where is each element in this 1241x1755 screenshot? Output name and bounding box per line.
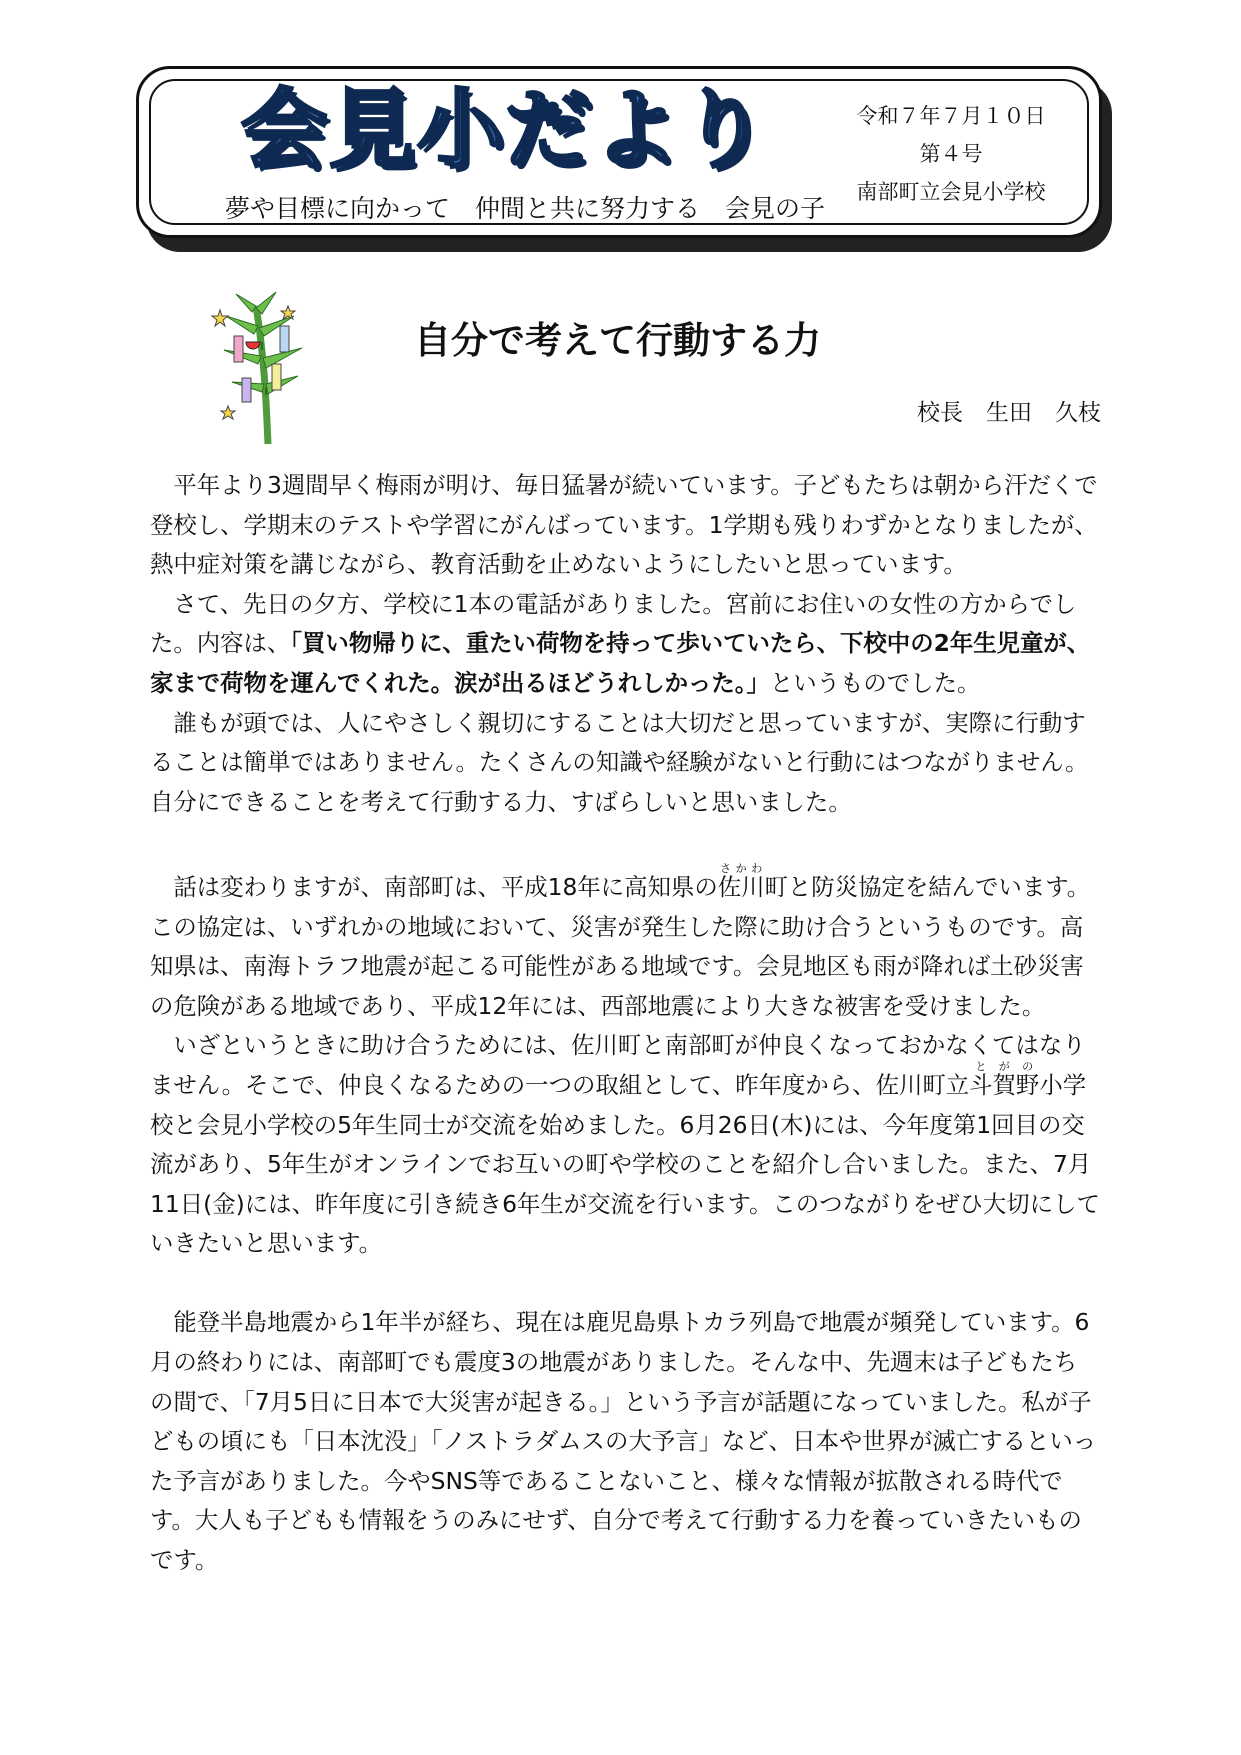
issue-number: 第４号 (919, 142, 983, 166)
ruby-reading: とがの (969, 1059, 1040, 1073)
article-author: 校長 生田 久枝 (917, 400, 1101, 426)
school-slogan: 夢や目標に向かって 仲間と共に努力する 会見の子 (225, 194, 826, 223)
ruby-base: 斗賀野 (969, 1070, 1040, 1099)
paragraph: 誰もが頭では、人にやさしく親切にすることは大切だと思っていますが、実際に行動することは簡単ではありません。たくさんの知識や経験がないと行動にはつながりません。自分にできることを考えて行動する力、すばらしいと思いました。 (150, 708, 1089, 816)
paragraph (150, 1026, 1100, 1264)
issue-date: 令和７年７月１０日 (856, 104, 1046, 128)
header-inner-frame (149, 79, 1089, 225)
text-run: いざというときに助け合うためには、佐川町と南部町が仲良くなっておかなくてはなりません。そこで、仲良くなるための一つの取組として、昨年度から、佐川町立 (150, 1031, 1086, 1099)
paragraph-gap (150, 1264, 1100, 1304)
issue-info (831, 97, 1071, 211)
tanabata-bamboo-icon (206, 286, 316, 446)
paragraph: 能登半島地震から1年半が経ち、現在は鹿児島県トカラ列島で地震が頻発しています。6月の終わりには、南部町でも震度3の地震がありました。そんな中、先週末は子どもたちの間で、「7月5日に日本で大災害が起きる。」という予言が話題になっていました。私が子どもの頃にも「日本沈没」「ノストラダムスの大予言」など、日本や世界が滅亡するといった予言がありました。今やSNS等であることないこと、様々な情報が拡散される時代です。大人も子どもも情報をうのみにせず、自分で考えて行動する力を養っていきたいものです。 (150, 1308, 1097, 1575)
ruby-word (969, 1059, 1040, 1099)
paragraph (150, 862, 1100, 1026)
paragraph: 平年より3週間早く梅雨が明け、毎日猛暑が続いています。子どもたちは朝から汗だくで登校し、学期末のテストや学習にがんばっています。1学期も残りわずかとなりましたが、熱中症対策を講じながら、教育活動を止めないようにしたいと思っています。 (150, 471, 1098, 579)
newsletter-logo: 会見小だより (241, 80, 769, 180)
text-run: というものでした。 (769, 668, 981, 697)
ruby-reading: さかわ (717, 861, 765, 875)
text-run: 町と防災協定を結んでいます。この協定は、いずれかの地域において、災害が発生した際に助け合うというものです。高知県は、南海トラフ地震が起こる可能性がある地域です。会見地区も雨が降れば土砂災害の危険がある地域であり、平成12年には、西部地震により大きな被害を受けました。 (150, 872, 1091, 1020)
text-run: さて、先日の夕方、学校に1本の電話がありました。宮前にお住いの女性の方からでした。内容は、 (150, 589, 1077, 658)
paragraph-gap (150, 822, 1100, 862)
article-body (150, 466, 1100, 1581)
newsletter-header (136, 66, 1102, 238)
article-title: 自分で考えて行動する力 (414, 319, 821, 362)
text-run: 小学校と会見小学校の5年生同士が交流を始めました。6月26日(木)には、今年度第1回目の交流があり、5年生がオンラインでお互いの町や学校のことを紹介し合いました。また、7月11日(金)には、昨年度に引き続き6年生が交流を行います。このつながりをぜひ大切にしていきたいと思います。 (150, 1070, 1100, 1258)
paragraph (150, 585, 1100, 704)
ruby-word (717, 861, 765, 901)
quoted-message: 「買い物帰りに、重たい荷物を持って歩いていたら、下校中の2年生児童が、家まで荷物を運んでくれた。涙が出るほどうれしかった。」 (150, 629, 1091, 697)
ruby-base: 佐川 (717, 872, 765, 901)
text-run: 話は変わりますが、南部町は、平成18年に高知県の (173, 872, 718, 901)
school-name: 南部町立会見小学校 (856, 180, 1046, 204)
